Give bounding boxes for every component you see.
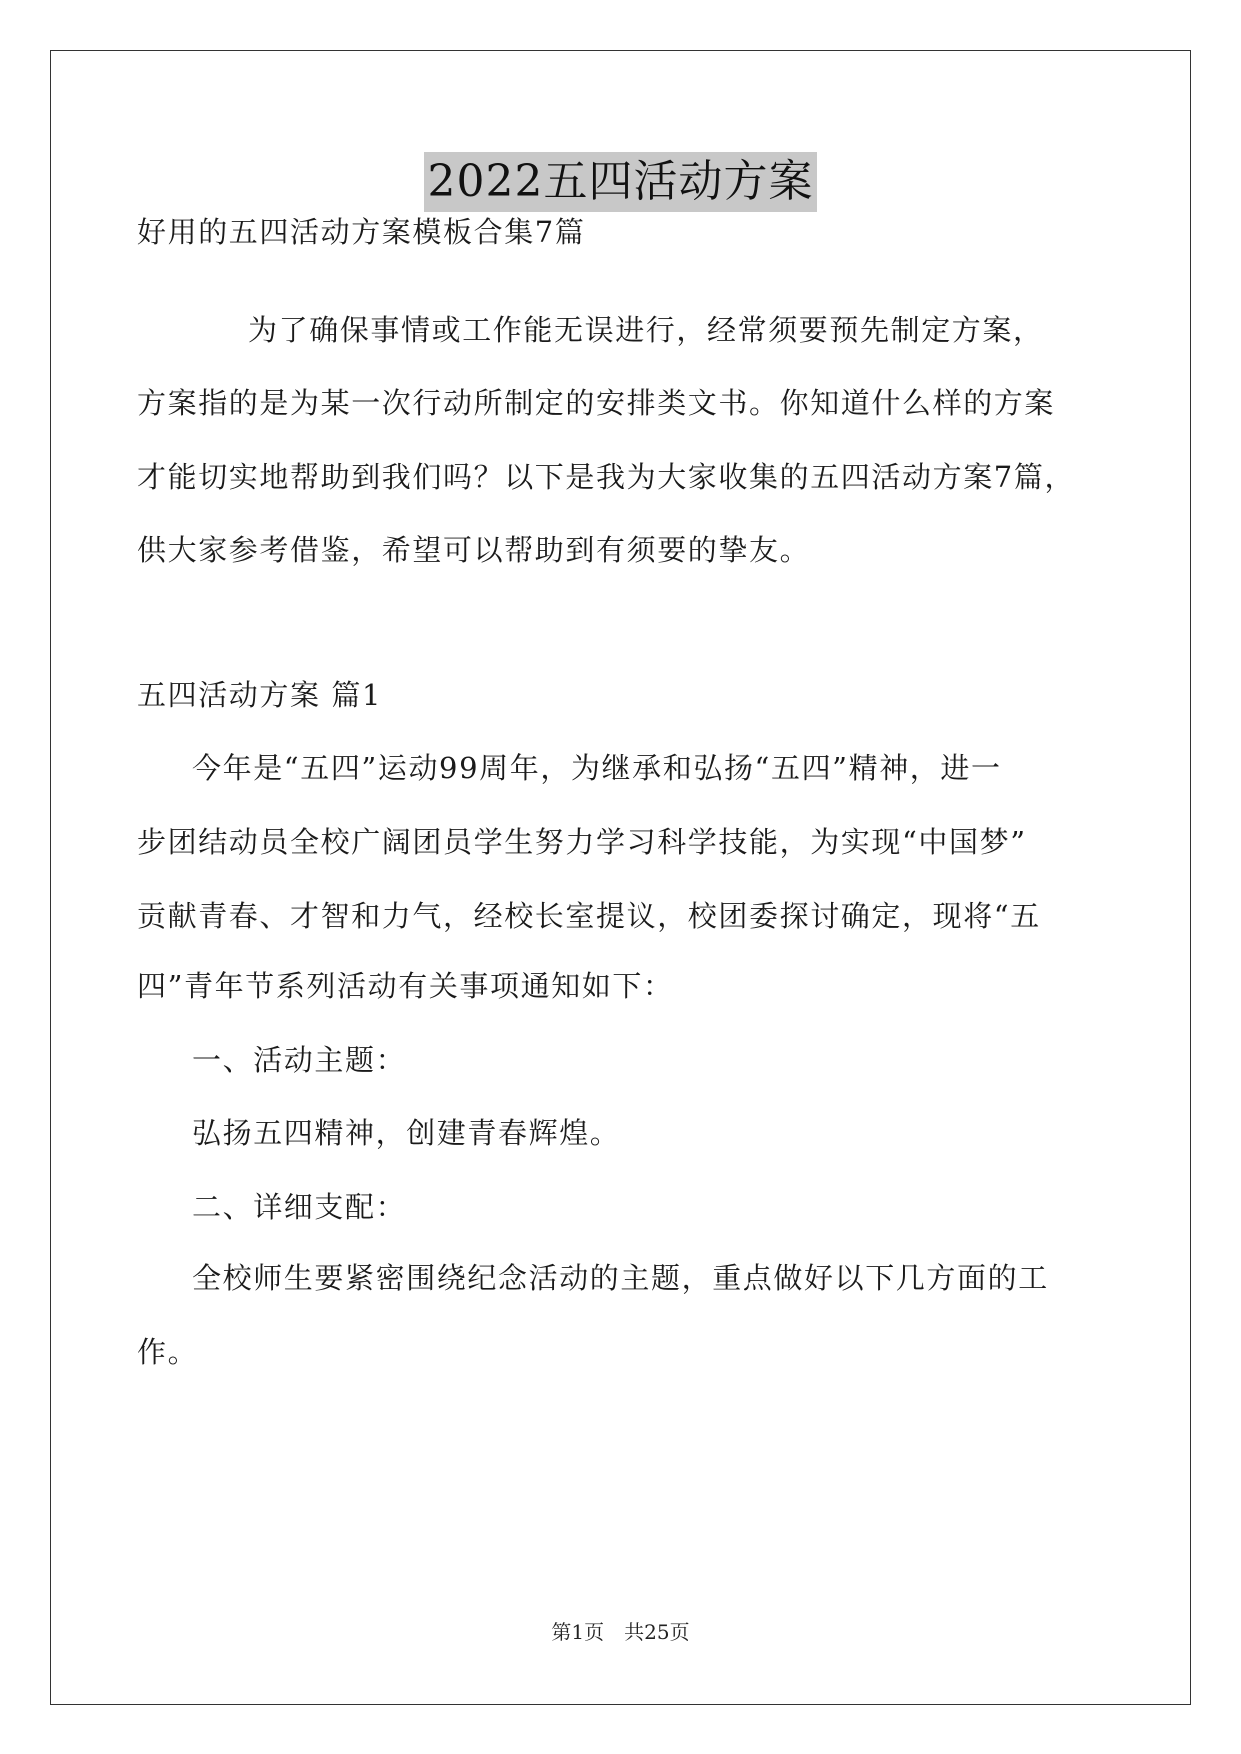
intro-line-4: 供大家参考借鉴，希望可以帮助到有须要的挚友。 bbox=[137, 533, 811, 567]
document-subtitle: 好用的五四活动方案模板合集7篇 bbox=[137, 215, 586, 249]
body-line-2: 步团结动员全校广阔团员学生努力学习科学技能，为实现“中国梦” bbox=[137, 825, 1027, 859]
body-line-1: 今年是“五四”运动99周年，为继承和弘扬“五四”精神，进一 bbox=[192, 751, 1002, 785]
body-line-3: 贡献青春、才智和力气，经校长室提议，校团委探讨确定，现将“五 bbox=[137, 899, 1041, 933]
body-line-5: 一、活动主题： bbox=[192, 1043, 407, 1077]
title-container bbox=[0, 152, 1241, 212]
page-number: 第1页 共25页 bbox=[551, 1620, 690, 1644]
document-title: 2022五四活动方案 bbox=[424, 152, 818, 212]
intro-line-3: 才能切实地帮助到我们吗？以下是我为大家收集的五四活动方案7篇， bbox=[137, 460, 1076, 494]
body-line-4: 四”青年节系列活动有关事项通知如下： bbox=[137, 969, 674, 1003]
body-line-6: 弘扬五四精神，创建青春辉煌。 bbox=[192, 1116, 621, 1150]
section-heading: 五四活动方案 篇1 bbox=[137, 678, 383, 712]
body-line-7: 二、详细支配： bbox=[192, 1190, 407, 1224]
body-line-9: 作。 bbox=[137, 1335, 199, 1369]
body-line-8: 全校师生要紧密围绕纪念活动的主题，重点做好以下几方面的工 bbox=[192, 1261, 1049, 1295]
intro-line-2: 方案指的是为某一次行动所制定的安排类文书。你知道什么样的方案 bbox=[137, 386, 1056, 420]
intro-line-1: 为了确保事情或工作能无误进行，经常须要预先制定方案， bbox=[248, 313, 1044, 347]
page-border bbox=[50, 50, 1191, 1705]
